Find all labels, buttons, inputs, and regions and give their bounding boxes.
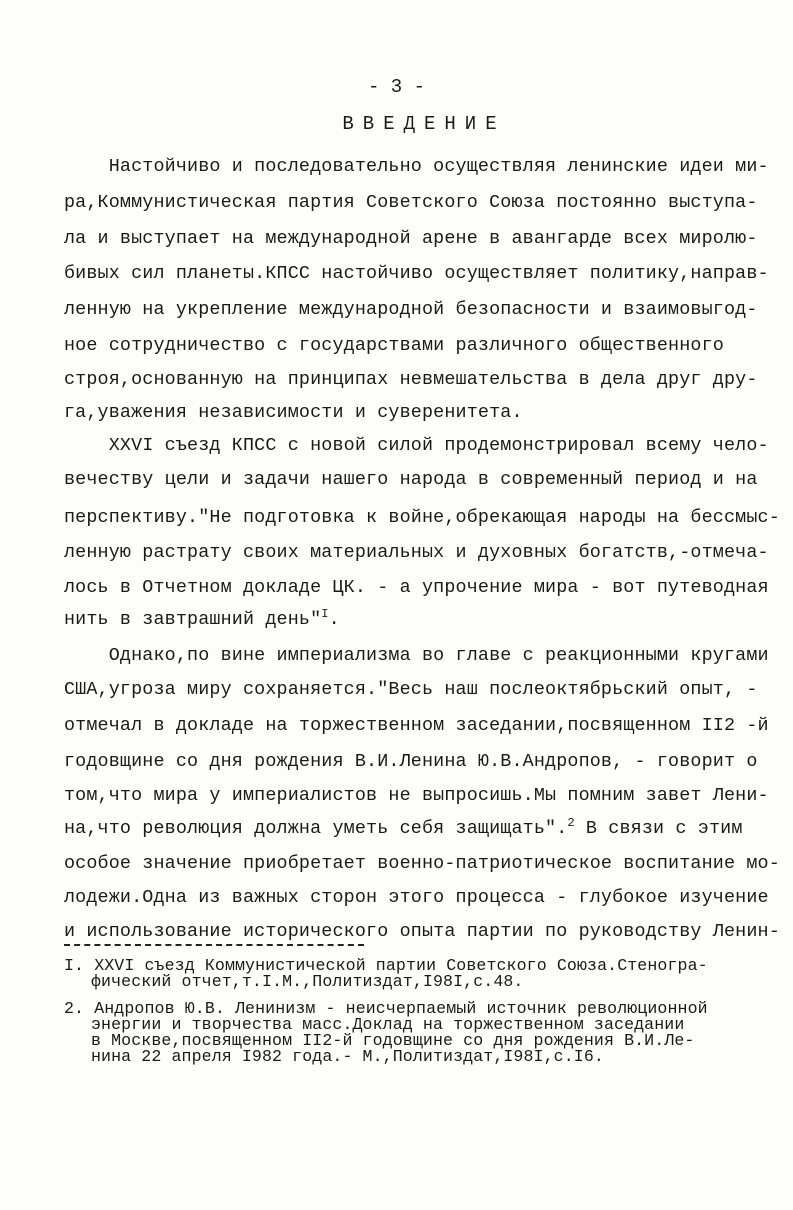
text-line: перспективу."Не подготовка к войне,обрекающая народы на бессмыс- bbox=[64, 507, 780, 528]
text-line: строя,основанную на принципах невмешательства в дела друг дру- bbox=[64, 369, 758, 390]
text-fragment: В связи с этим bbox=[574, 818, 743, 839]
footnote-line: фический отчет,т.I.М.,Политиздат,I98I,с.48. bbox=[91, 972, 524, 991]
text-line: XXVI съезд КПСС с новой силой продемонстрировал всему чело- bbox=[64, 435, 769, 456]
text-line: лодежи.Одна из важных сторон этого процесса - глубокое изучение bbox=[64, 887, 769, 908]
text-line-with-footnote bbox=[64, 816, 743, 839]
footnote-line: Андропов Ю.В. Ленинизм - неисчерпаемый источник революционной bbox=[94, 999, 708, 1018]
text-line: и использование исторического опыта партии по руководству Ленин- bbox=[64, 921, 780, 942]
text-line: нить в завтрашний день" bbox=[64, 609, 322, 630]
text-line: Настойчиво и последовательно осуществляя ленинские идеи ми- bbox=[64, 156, 769, 177]
text-line: годовщине со дня рождения В.И.Ленина Ю.В.Андропов, - говорит о bbox=[64, 751, 758, 772]
text-line: ное сотрудничество с государствами различного общественного bbox=[64, 335, 724, 356]
text-line: ра,Коммунистическая партия Советского Союза постоянно выступа- bbox=[64, 192, 758, 213]
text-line: США,угроза миру сохраняется."Весь наш послеоктябрьский опыт, - bbox=[64, 679, 758, 700]
text-line: особое значение приобретает военно-патриотическое воспитание мо- bbox=[64, 853, 780, 874]
text-line: ленную на укрепление международной безопасности и взаимовыгод- bbox=[64, 299, 758, 320]
footnote-mark: I. bbox=[64, 956, 85, 975]
footnote-ref-2: 2 bbox=[567, 816, 575, 830]
footnote-line: XXVI съезд Коммунистической партии Советского Союза.Стеногра- bbox=[94, 956, 708, 975]
footnote-ref-1: I bbox=[321, 607, 329, 621]
text-line-with-footnote: нить в завтрашний день"$^I$. bbox=[64, 607, 340, 630]
footnote-mark: 2. bbox=[64, 999, 85, 1018]
footnote-line: энергии и творчества масс.Доклад на торжественном заседании bbox=[91, 1015, 685, 1034]
footnote-separator bbox=[64, 944, 364, 946]
text-line: бивых сил планеты.КПСС настойчиво осуществляет политику,направ- bbox=[64, 263, 769, 284]
text-line: лось в Отчетном докладе ЦК. - а упрочение мира - вот путеводная bbox=[64, 577, 769, 598]
text-line: ленную растрату своих материальных и духовных богатств,-отмеча- bbox=[64, 542, 769, 563]
text-line: том,что мира у империалистов не выпросишь.Мы помним завет Лени- bbox=[64, 785, 769, 806]
text-line: вечеству цели и задачи нашего народа в современный период и на bbox=[64, 469, 758, 490]
footnote-line: в Москве,посвященном II2-й годовщине со дня рождения В.И.Ле- bbox=[91, 1031, 695, 1050]
text-line: га,уважения независимости и суверенитета. bbox=[64, 402, 523, 423]
text-line: отмечал в докладе на торжественном заседании,посвященном II2 -й bbox=[64, 715, 769, 736]
footnote-line: нина 22 апреля I982 года.- М.,Политиздат,I98I,с.I6. bbox=[91, 1047, 604, 1066]
text-line: на,что революция должна уметь себя защищать". bbox=[64, 818, 568, 839]
text-line: Однако,по вине империализма во главе с реакционными кругами bbox=[64, 645, 769, 666]
text-line: ла и выступает на международной арене в авангарде всех миролю- bbox=[64, 228, 758, 249]
page-number: - 3 - bbox=[367, 76, 425, 98]
page-title: ВВЕДЕНИЕ bbox=[342, 113, 506, 135]
